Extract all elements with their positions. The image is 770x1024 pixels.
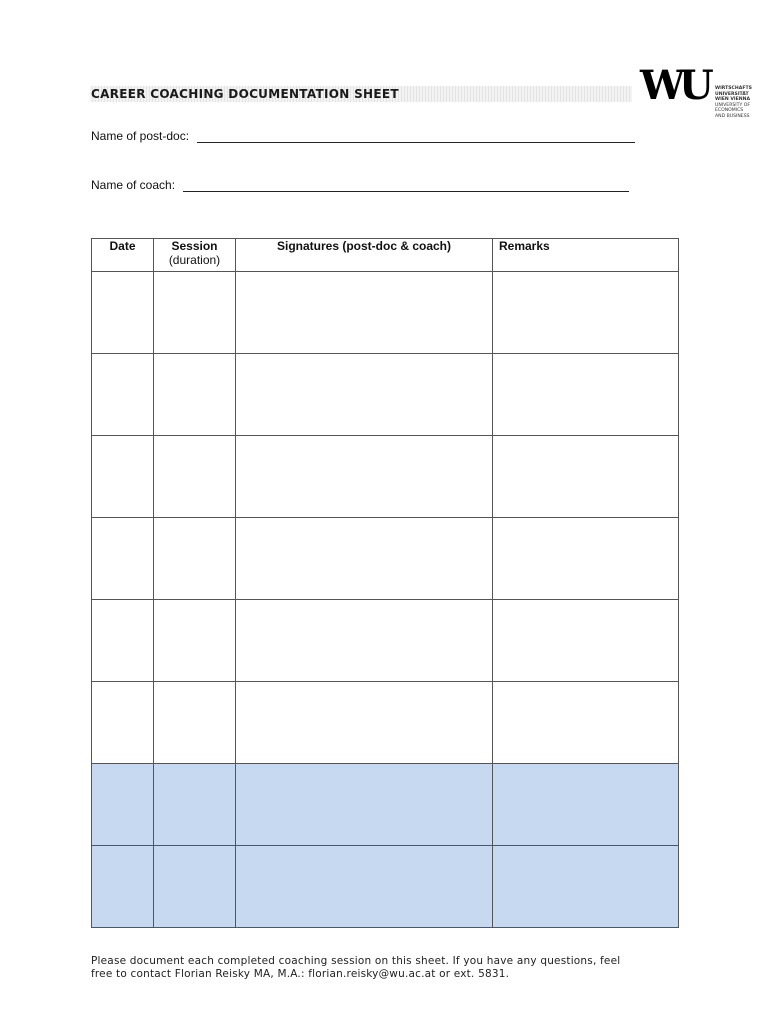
table-row	[92, 682, 679, 764]
date-cell[interactable]	[92, 436, 154, 518]
wu-logo	[640, 62, 752, 128]
session-cell[interactable]	[154, 436, 236, 518]
header-date: Date	[92, 239, 154, 272]
signatures-cell[interactable]	[236, 354, 493, 436]
remarks-cell[interactable]	[493, 600, 679, 682]
date-cell[interactable]	[92, 518, 154, 600]
wu-logo-text	[715, 86, 755, 120]
header-session	[154, 239, 236, 272]
table-row	[92, 272, 679, 354]
table-row	[92, 764, 679, 846]
signatures-cell[interactable]	[236, 682, 493, 764]
date-cell[interactable]	[92, 272, 154, 354]
postdoc-name-line[interactable]	[197, 130, 635, 143]
signatures-cell[interactable]	[236, 272, 493, 354]
coach-name-label: Name of coach:	[91, 178, 176, 192]
signatures-cell[interactable]	[236, 764, 493, 846]
session-cell[interactable]	[154, 272, 236, 354]
wu-logo-mark: WU	[640, 62, 708, 109]
remarks-cell[interactable]	[493, 764, 679, 846]
logo-line: ECONOMICS	[715, 108, 744, 114]
session-cell[interactable]	[154, 846, 236, 928]
session-cell[interactable]	[154, 518, 236, 600]
logo-line: WIEN VIENNA	[715, 97, 751, 103]
remarks-cell[interactable]	[493, 354, 679, 436]
header-session-label: Session	[171, 239, 218, 253]
signatures-cell[interactable]	[236, 436, 493, 518]
table-row	[92, 354, 679, 436]
remarks-cell[interactable]	[493, 846, 679, 928]
header-signatures: Signatures (post-doc & coach)	[236, 239, 493, 272]
table-row	[92, 436, 679, 518]
footer-line: Please document each completed coaching session on this sheet. If you have any questions, feel	[91, 955, 621, 967]
footer-line: free to contact Florian Reisky MA, M.A.: florian.reisky@wu.ac.at or ext. 5831.	[91, 968, 510, 980]
table-row	[92, 518, 679, 600]
logo-line: AND BUSINESS	[715, 113, 750, 119]
coaching-log-table	[91, 238, 679, 928]
date-cell[interactable]	[92, 846, 154, 928]
header-remarks: Remarks	[493, 239, 679, 272]
table-row	[92, 846, 679, 928]
postdoc-name-label: Name of post-doc:	[91, 129, 190, 143]
remarks-cell[interactable]	[493, 436, 679, 518]
session-cell[interactable]	[154, 764, 236, 846]
table-header-row	[92, 239, 679, 272]
date-cell[interactable]	[92, 600, 154, 682]
date-cell[interactable]	[92, 764, 154, 846]
footer-note	[91, 955, 681, 981]
table-row	[92, 600, 679, 682]
date-cell[interactable]	[92, 682, 154, 764]
logo-line: UNIVERSITY OF	[715, 102, 750, 108]
session-cell[interactable]	[154, 600, 236, 682]
signatures-cell[interactable]	[236, 846, 493, 928]
remarks-cell[interactable]	[493, 518, 679, 600]
session-cell[interactable]	[154, 682, 236, 764]
postdoc-name-field[interactable]	[91, 129, 635, 143]
signatures-cell[interactable]	[236, 518, 493, 600]
header-session-duration: (duration)	[168, 253, 221, 267]
session-cell[interactable]	[154, 354, 236, 436]
remarks-cell[interactable]	[493, 682, 679, 764]
page-title: CAREER COACHING DOCUMENTATION SHEET	[91, 87, 399, 101]
date-cell[interactable]	[92, 354, 154, 436]
remarks-cell[interactable]	[493, 272, 679, 354]
logo-line: WIRTSCHAFTS	[715, 86, 752, 91]
coach-name-field[interactable]	[91, 178, 629, 192]
logo-line: UNIVERSITÄT	[715, 91, 749, 97]
coach-name-line[interactable]	[183, 179, 629, 192]
signatures-cell[interactable]	[236, 600, 493, 682]
